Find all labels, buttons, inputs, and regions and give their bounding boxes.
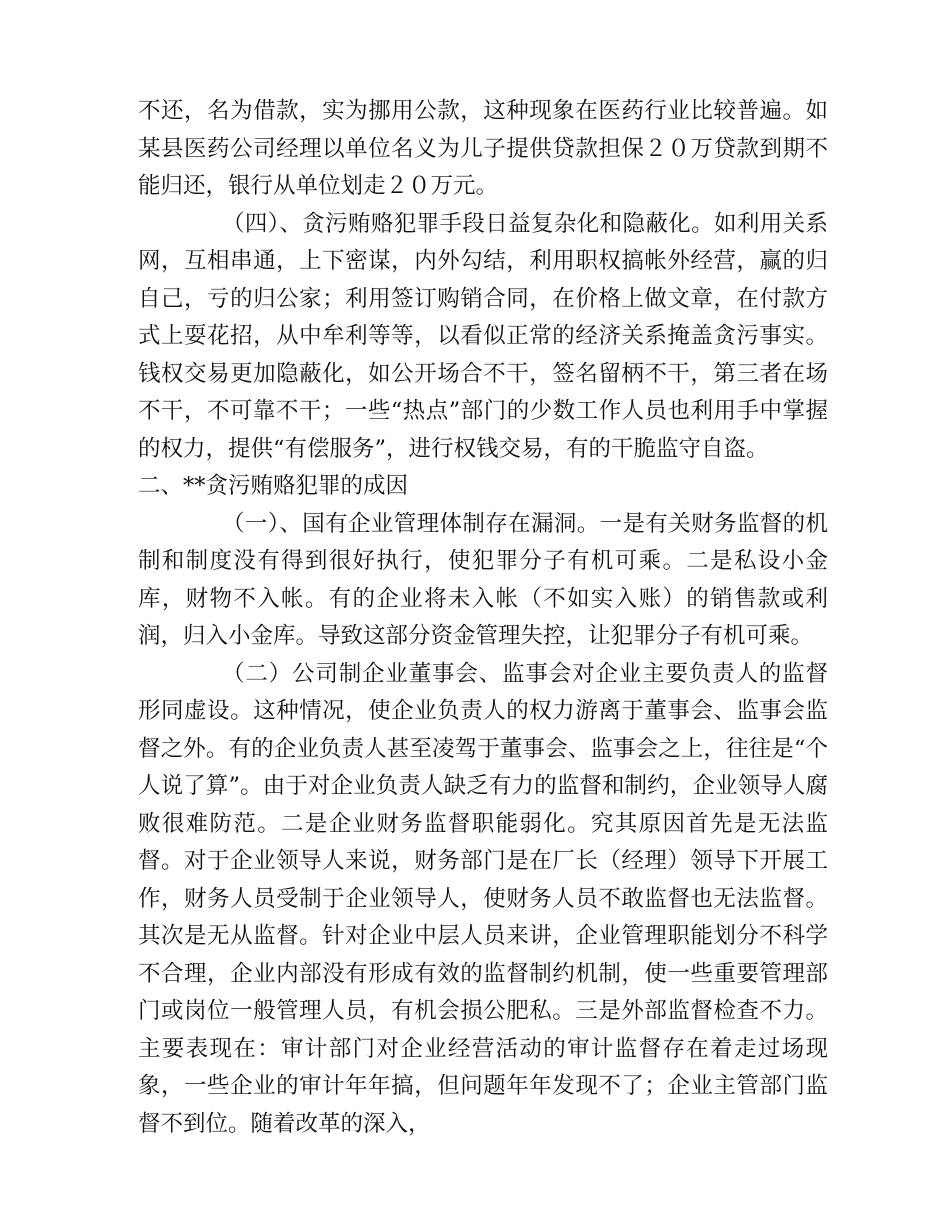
section-heading-causes: 二、**贪污贿赂犯罪的成因 — [138, 473, 409, 499]
paragraph-concealment-methods: （四）、贪污贿赂犯罪手段日益复杂化和隐蔽化。如利用关系网，互相串通，上下密谋，内外勾结，利用职权搞帐外经营，赢的归自己，亏的归公家；利用签订购销合同，在价格上做文章，在付款方式上耍花招，从中牟利等等，以看似正常的经济关系掩盖贪污事实。钱权交易更加隐蔽化，如公开场合不干，签名留柄不干，第三者在场不干，不可靠不干；一些“热点”部门的少数工作人员也利用手中掌握的权力，提供“有偿服务”，进行权钱交易，有的干脆监守自盗。 — [138, 210, 828, 462]
document-page — [138, 93, 828, 1143]
paragraph-loan-misuse: 不还，名为借款，实为挪用公款，这种现象在医药行业比较普遍。如某县医药公司经理以单位名义为儿子提供贷款担保２０万贷款到期不能归还，银行从单位划走２０万元。 — [138, 98, 828, 199]
paragraph-management-loopholes: （一）、国有企业管理体制存在漏洞。一是有关财务监督的机制和制度没有得到很好执行，使犯罪分子有机可乘。二是私设小金库，财物不入帐。有的企业将未入帐（不如实入账）的销售款或利润，归入小金库。导致这部分资金管理失控，让犯罪分子有机可乘。 — [138, 510, 828, 649]
paragraph-board-oversight: （二）公司制企业董事会、监事会对企业主要负责人的监督形同虚设。这种情况，使企业负责人的权力游离于董事会、监事会监督之外。有的企业负责人甚至凌驾于董事会、监事会之上，往往是“个人说了算”。由于对企业负责人缺乏有力的监督和制约，企业领导人腐败很难防范。二是企业财务监督职能弱化。究其原因首先是无法监督。对于企业领导人来说，财务部门是在厂长（经理）领导下开展工作，财务人员受制于企业领导人，使财务人员不敢监督也无法监督。其次是无从监督。针对企业中层人员来讲，企业管理职能划分不科学不合理，企业内部没有形成有效的监督制约机制，使一些重要管理部门或岗位一般管理人员，有机会损公肥私。三是外部监督检查不力。主要表现在：审计部门对企业经营活动的审计监督存在着走过场现象，一些企业的审计年年搞，但问题年年发现不了；企业主管部门监督不到位。随着改革的深入， — [138, 660, 828, 1137]
